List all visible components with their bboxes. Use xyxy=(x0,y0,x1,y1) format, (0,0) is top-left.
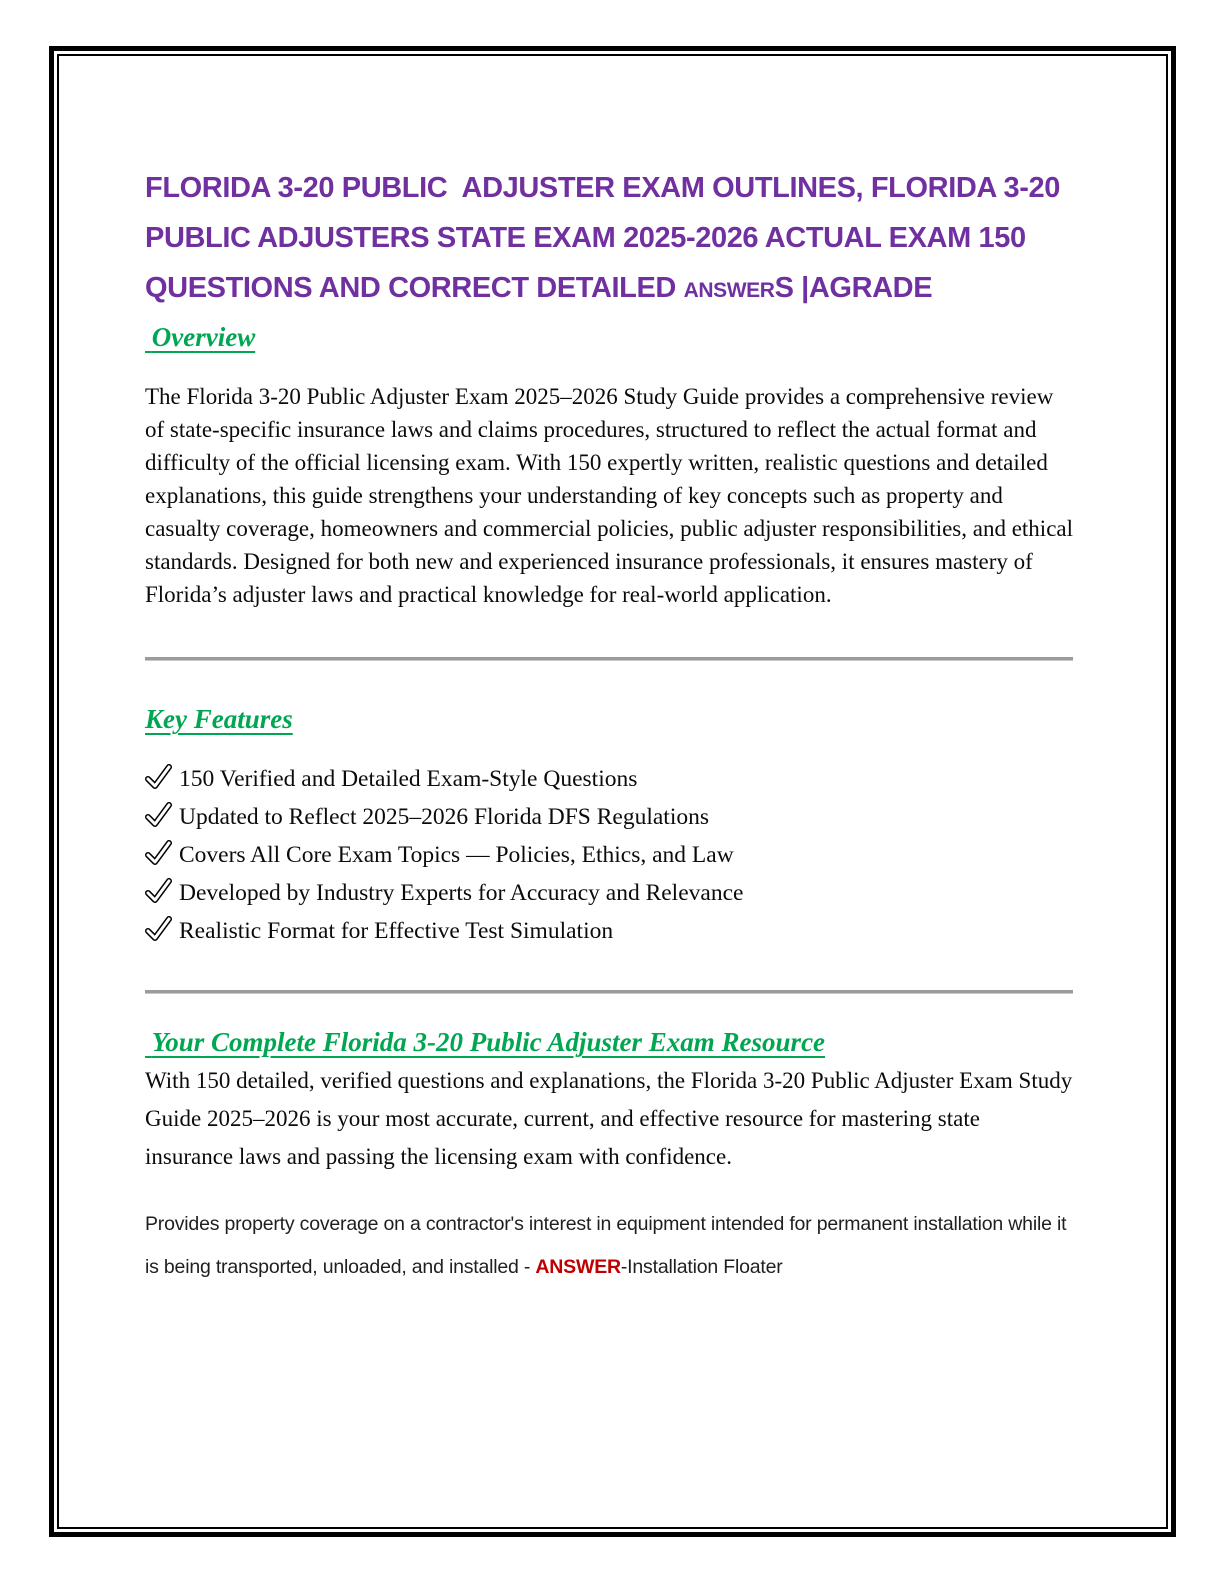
feature-text: Realistic Format for Effective Test Simulation xyxy=(179,918,614,944)
document-title-main: FLORIDA 3-20 PUBLIC ADJUSTER EXAM OUTLINES, FLORIDA 3-20 PUBLIC ADJUSTERS STATE EXAM 2025-2026 ACTUAL EXAM 150 QUESTIONS AND CORRECT DETAILED xyxy=(145,172,1068,304)
overview-paragraph: The Florida 3-20 Public Adjuster Exam 2025–2026 Study Guide provides a comprehensive review of state-specific insurance laws and claims procedures, structured to reflect the actual format and difficulty of the official licensing exam. With 150 expertly written, realistic questions and detailed explanations, this guide strengthens your understanding of key concepts such as property and casualty coverage, homeowners and commercial policies, public adjuster responsibilities, and ethical standards. Designed for both new and experienced insurance professionals, it ensures mastery of Florida’s adjuster laws and practical knowledge for real-world application. xyxy=(145,384,1073,607)
question-text: Provides property coverage on a contractor's interest in equipment intended for permanent installation while it is being transported, unloaded, and installed - xyxy=(145,1213,1067,1278)
answer-label: ANSWER xyxy=(535,1256,621,1278)
document-title-tail: S |AGRADE xyxy=(774,272,933,304)
check-icon xyxy=(145,764,172,791)
list-item xyxy=(145,874,1073,912)
page-content xyxy=(59,56,1166,1527)
page-border-outer xyxy=(49,46,1176,1537)
feature-text: Updated to Reflect 2025–2026 Florida DFS Regulations xyxy=(179,804,710,830)
resource-paragraph: With 150 detailed, verified questions and explanations, the Florida 3-20 Public Adjuster Exam Study Guide 2025–2026 is your most accurate, current, and effective resource for mastering state insurance laws and passing the licensing exam with confidence. xyxy=(145,1068,1073,1169)
document-title-small-caps: ANSWER xyxy=(683,279,775,302)
check-icon xyxy=(145,916,172,943)
list-item xyxy=(145,798,1073,836)
document-title xyxy=(145,163,1073,316)
check-icon xyxy=(145,802,172,829)
feature-text: Developed by Industry Experts for Accuracy and Relevance xyxy=(179,880,744,906)
feature-text: Covers All Core Exam Topics — Policies, Ethics, and Law xyxy=(179,842,734,868)
resource-heading: Your Complete Florida 3-20 Public Adjuster Exam Resource xyxy=(145,1027,826,1057)
page-border-inner xyxy=(57,54,1168,1529)
check-icon xyxy=(145,878,172,905)
overview-heading: Overview xyxy=(145,322,256,352)
key-features-heading: Key Features xyxy=(145,704,293,734)
feature-list xyxy=(145,760,1073,950)
feature-text: 150 Verified and Detailed Exam-Style Questions xyxy=(179,766,638,792)
check-icon xyxy=(145,840,172,867)
answer-text: -Installation Floater xyxy=(620,1256,783,1278)
list-item xyxy=(145,760,1073,798)
list-item xyxy=(145,836,1073,874)
question-paragraph xyxy=(145,1203,1073,1289)
list-item xyxy=(145,912,1073,950)
